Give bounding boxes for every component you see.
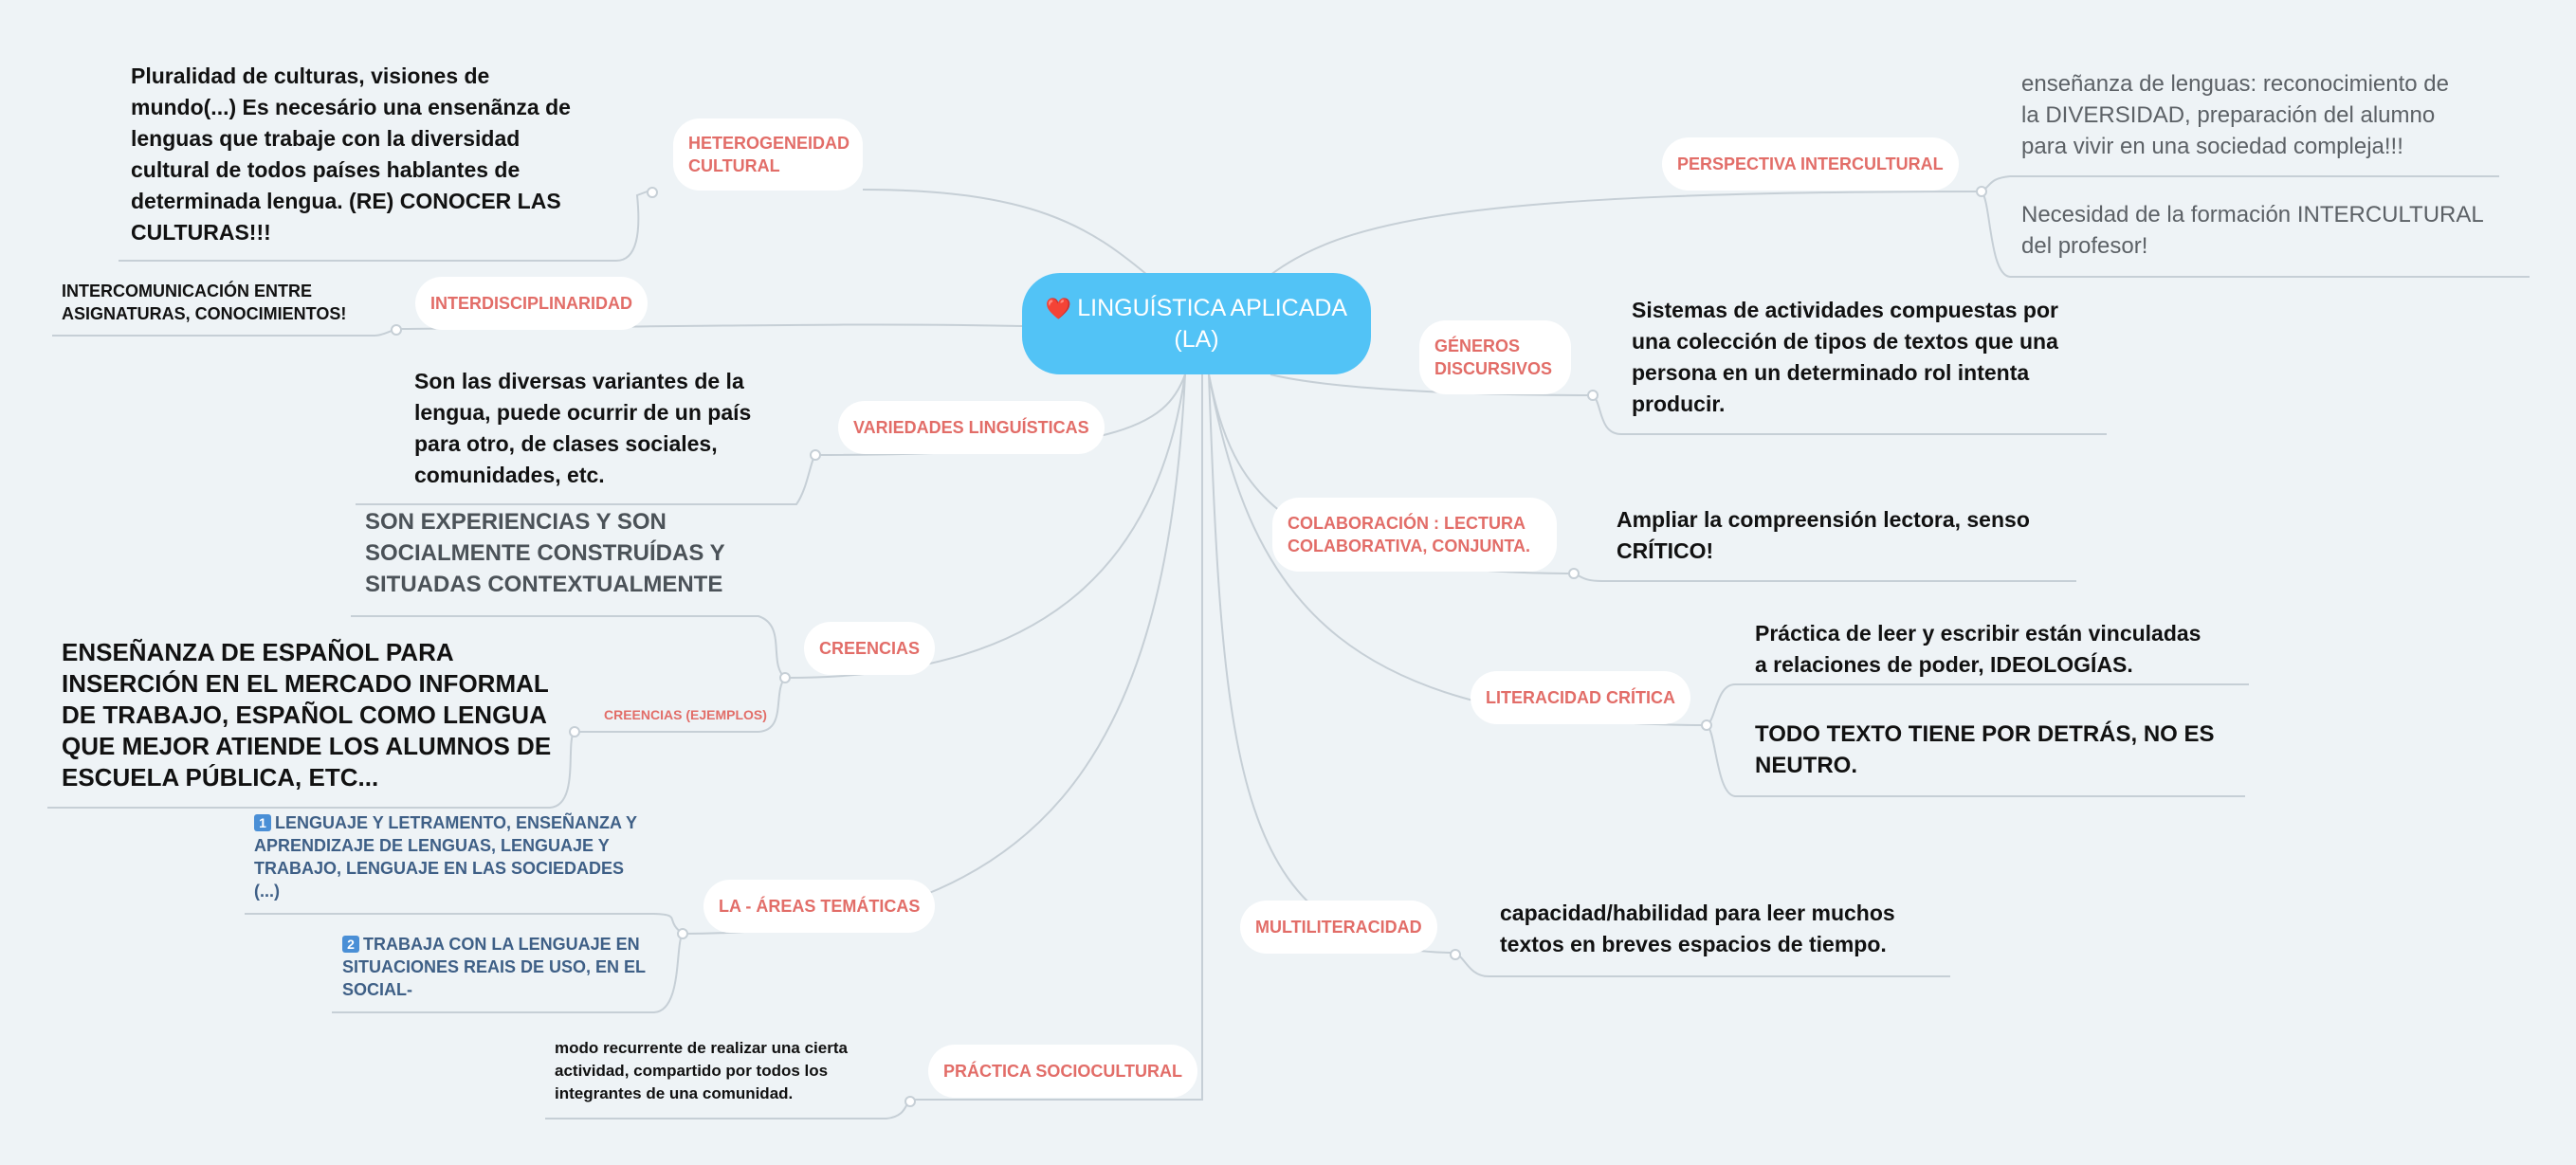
note-line: ASIGNATURAS, CONOCIMIENTOS! xyxy=(62,304,347,323)
note-area-2[interactable] xyxy=(342,933,646,1001)
note-line: CRÍTICO! xyxy=(1617,538,1714,563)
central-topic-line2: (LA) xyxy=(1174,325,1219,353)
note-line: SON EXPERIENCIAS Y SON xyxy=(365,509,667,535)
note-line: ESCUELA PÚBLICA, ETC... xyxy=(62,763,379,792)
note-modo-recurrente[interactable] xyxy=(555,1037,848,1105)
number-1-icon: 1 xyxy=(254,814,271,831)
note-todo-texto[interactable] xyxy=(1755,719,2215,781)
branch-label-line2: CULTURAL xyxy=(688,156,780,175)
branch-label: PRÁCTICA SOCIOCULTURAL xyxy=(943,1062,1182,1081)
note-intercomunicacion[interactable] xyxy=(62,280,346,325)
branch-label: INTERDISCIPLINARIDAD xyxy=(430,294,633,313)
note-line: a relaciones de poder, IDEOLOGÍAS. xyxy=(1755,652,2133,677)
note-line: NEUTRO. xyxy=(1755,753,1857,778)
note-variantes[interactable] xyxy=(414,366,751,491)
central-topic-line1: LINGUÍSTICA APLICADA xyxy=(1077,294,1348,321)
note-line: TODO TEXTO TIENE POR DETRÁS, NO ES xyxy=(1755,721,2215,747)
note-line: para vivir en una sociedad compleja!!! xyxy=(2021,134,2403,159)
note-area-1[interactable] xyxy=(254,811,637,902)
note-line: una colección de tipos de textos que una xyxy=(1632,329,2058,354)
branch-label-line1: COLABORACIÓN : LECTURA xyxy=(1288,514,1526,533)
note-line: modo recurrente de realizar una cierta xyxy=(555,1039,848,1057)
branch-label: CREENCIAS xyxy=(819,639,921,658)
heart-icon: ❤️ xyxy=(1045,296,1072,320)
note-line: comunidades, etc. xyxy=(414,463,605,487)
note-line: SITUACIONES REAIS DE USO, EN EL xyxy=(342,957,647,976)
note-line: LENGUAJE Y LETRAMENTO, ENSEÑANZA Y xyxy=(275,813,638,832)
note-line: ENSEÑANZA DE ESPAÑOL PARA xyxy=(62,638,454,666)
branch-label: LA - ÁREAS TEMÁTICAS xyxy=(719,897,921,916)
branch-literacidad-critica[interactable] xyxy=(1471,671,1690,724)
note-ampliar[interactable] xyxy=(1617,504,2030,567)
branch-label-line2: DISCURSIVOS xyxy=(1434,359,1553,378)
branch-label: VARIEDADES LINGUÍSTICAS xyxy=(853,418,1089,437)
note-experiencias[interactable] xyxy=(365,506,725,600)
note-line: INSERCIÓN EN EL MERCADO INFORMAL xyxy=(62,669,549,698)
note-pluralidad[interactable] xyxy=(131,61,571,248)
note-ensenanza-espanol[interactable] xyxy=(62,637,551,793)
number-2-icon: 2 xyxy=(342,936,359,953)
note-line: del profesor! xyxy=(2021,233,2148,259)
branch-colaboracion[interactable] xyxy=(1272,498,1557,572)
note-line: APRENDIZAJE DE LENGUAS, LENGUAJE Y xyxy=(254,836,610,855)
note-line: CULTURAS!!! xyxy=(131,220,271,245)
note-ensenanza-lenguas[interactable] xyxy=(2021,68,2449,162)
branch-label: PERSPECTIVA INTERCULTURAL xyxy=(1677,155,1944,173)
note-line: SOCIAL- xyxy=(342,980,412,999)
note-line: actividad, compartido por todos los xyxy=(555,1062,829,1080)
branch-practica-sociocultural[interactable] xyxy=(928,1045,1197,1098)
note-line: SOCIALMENTE CONSTRUÍDAS Y xyxy=(365,540,725,566)
note-line: mundo(...) Es necesário una ensenãnza de xyxy=(131,95,571,119)
branch-heterogeneidad-cultural[interactable] xyxy=(673,118,863,191)
note-line: cultural de todos países hablantes de xyxy=(131,157,521,182)
note-line: DE TRABAJO, ESPAÑOL COMO LENGUA xyxy=(62,701,547,729)
note-line: capacidad/habilidad para leer muchos xyxy=(1500,901,1895,925)
note-sistemas[interactable] xyxy=(1632,295,2058,420)
note-line: Práctica de leer y escribir están vinculadas xyxy=(1755,621,2201,646)
branch-multiliteracidad[interactable] xyxy=(1240,901,1437,954)
note-line: TRABAJO, LENGUAJE EN LAS SOCIEDADES xyxy=(254,859,625,878)
branch-variedades-linguisticas[interactable] xyxy=(838,401,1105,454)
branch-label-line1: HETEROGENEIDAD xyxy=(688,134,850,153)
branch-label-line1: GÉNEROS xyxy=(1434,337,1521,355)
note-line: enseñanza de lenguas: reconocimiento de xyxy=(2021,71,2449,97)
note-line: la DIVERSIDAD, preparación del alumno xyxy=(2021,102,2436,128)
note-practica-leer[interactable] xyxy=(1755,618,2201,681)
note-line: lenguas que trabaje con la diversidad xyxy=(131,126,521,151)
branch-label: LITERACIDAD CRÍTICA xyxy=(1486,688,1675,707)
branch-interdisciplinaridad[interactable] xyxy=(415,277,648,330)
note-line: Pluralidad de culturas, visiones de xyxy=(131,64,490,88)
note-line: TRABAJA CON LA LENGUAJE EN xyxy=(363,935,640,954)
branch-label: CREENCIAS (EJEMPLOS) xyxy=(604,707,767,722)
note-line: para otro, de clases sociales, xyxy=(414,431,718,456)
note-line: integrantes de una comunidad. xyxy=(555,1084,794,1102)
note-line: Ampliar la compreensión lectora, senso xyxy=(1617,507,2030,532)
note-line: QUE MEJOR ATIENDE LOS ALUMNOS DE xyxy=(62,732,552,760)
note-line: SITUADAS CONTEXTUALMENTE xyxy=(365,572,723,597)
branch-label: MULTILITERACIDAD xyxy=(1255,918,1422,937)
note-capacidad[interactable] xyxy=(1500,898,1895,960)
branch-areas-tematicas[interactable] xyxy=(703,880,935,933)
note-line: producir. xyxy=(1632,391,1726,416)
note-line: Necesidad de la formación INTERCULTURAL xyxy=(2021,202,2484,228)
note-line: lengua, puede ocurrir de un país xyxy=(414,400,752,425)
note-line: Sistemas de actividades compuestas por xyxy=(1632,298,2058,322)
note-line: (...) xyxy=(254,882,280,901)
note-line: INTERCOMUNICACIÓN ENTRE xyxy=(62,282,312,300)
branch-generos-discursivos[interactable] xyxy=(1419,320,1571,394)
branch-creencias-ejemplos[interactable] xyxy=(604,703,767,726)
branch-creencias[interactable] xyxy=(804,622,935,675)
note-line: persona en un determinado rol intenta xyxy=(1632,360,2030,385)
note-line: textos en breves espacios de tiempo. xyxy=(1500,932,1887,956)
note-line: Son las diversas variantes de la xyxy=(414,369,744,393)
note-necesidad[interactable] xyxy=(2021,199,2484,262)
note-line: determinada lengua. (RE) CONOCER LAS xyxy=(131,189,561,213)
branch-label-line2: COLABORATIVA, CONJUNTA. xyxy=(1288,537,1530,555)
central-topic[interactable] xyxy=(1022,273,1371,374)
branch-perspectiva-intercultural[interactable] xyxy=(1662,137,1959,191)
